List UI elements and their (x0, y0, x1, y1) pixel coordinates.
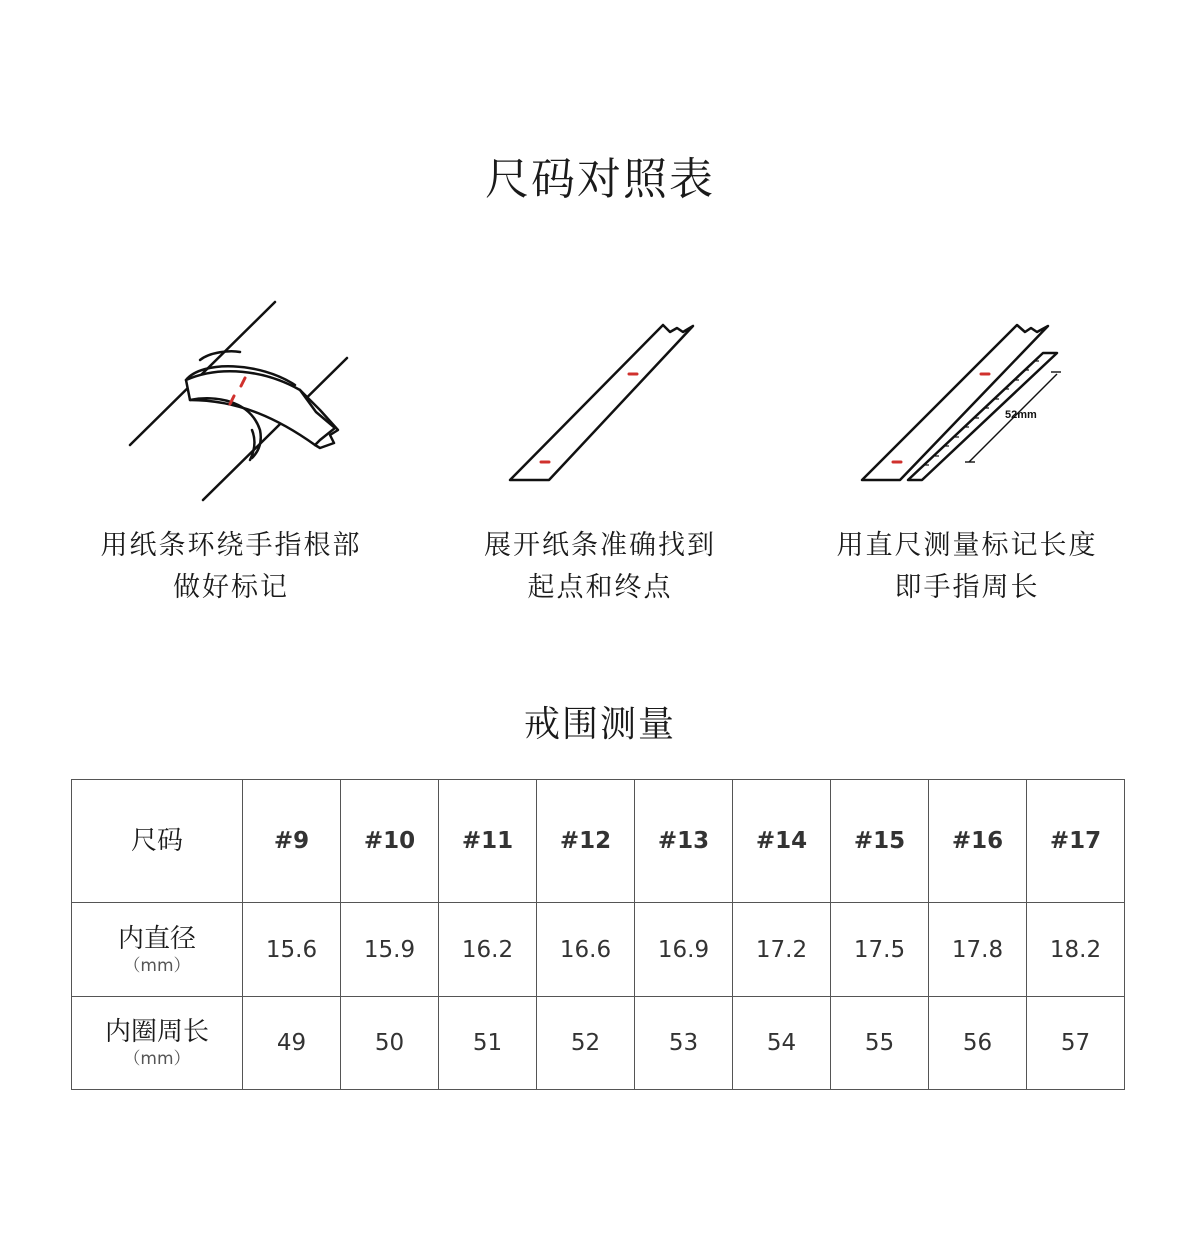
value-cell: 57 (1027, 997, 1125, 1090)
step-caption-2 (400, 525, 800, 609)
value-cell: 16.9 (635, 903, 733, 997)
step-caption-line: 起点和终点 (527, 572, 673, 603)
finger-wrap-icon (90, 290, 390, 510)
step-caption-1 (31, 525, 431, 609)
size-cell: #10 (341, 780, 439, 903)
row-label: 内直径 （mm） (72, 903, 243, 997)
step-caption-3 (767, 525, 1167, 609)
size-cell: #12 (537, 780, 635, 903)
paper-strip-icon (455, 290, 755, 510)
row-label: 内圈周长 （mm） (72, 997, 243, 1090)
table-row (72, 903, 1125, 997)
step-caption-line: 展开纸条准确找到 (484, 530, 716, 561)
size-cell: #17 (1027, 780, 1125, 903)
section-title: 戒围测量 (523, 704, 676, 745)
value-cell: 15.6 (243, 903, 341, 997)
value-cell: 17.5 (831, 903, 929, 997)
value-cell: 17.8 (929, 903, 1027, 997)
size-cell: #16 (929, 780, 1027, 903)
value-cell: 49 (243, 997, 341, 1090)
size-cell: #11 (439, 780, 537, 903)
value-cell: 16.6 (537, 903, 635, 997)
header-label: 尺码 (72, 780, 243, 903)
value-cell: 17.2 (733, 903, 831, 997)
page-title: 尺码对照表 (485, 154, 715, 205)
size-cell: #14 (733, 780, 831, 903)
step-caption-line: 做好标记 (173, 572, 289, 603)
value-cell: 53 (635, 997, 733, 1090)
step-caption-line: 用纸条环绕手指根部 (100, 530, 362, 561)
value-cell: 54 (733, 997, 831, 1090)
value-cell: 52 (537, 997, 635, 1090)
size-table (71, 779, 1125, 1090)
table-row (72, 997, 1125, 1090)
table-header-row (72, 780, 1125, 903)
step-caption-line: 用直尺测量标记长度 (836, 530, 1098, 561)
value-cell: 15.9 (341, 903, 439, 997)
value-cell: 50 (341, 997, 439, 1090)
size-cell: #13 (635, 780, 733, 903)
size-cell: #9 (243, 780, 341, 903)
size-cell: #15 (831, 780, 929, 903)
step-caption-line: 即手指周长 (894, 572, 1040, 603)
value-cell: 18.2 (1027, 903, 1125, 997)
ruler-measure-icon (805, 290, 1105, 510)
value-cell: 56 (929, 997, 1027, 1090)
value-cell: 55 (831, 997, 929, 1090)
ruler-label: 52mm (1005, 409, 1037, 421)
value-cell: 16.2 (439, 903, 537, 997)
value-cell: 51 (439, 997, 537, 1090)
